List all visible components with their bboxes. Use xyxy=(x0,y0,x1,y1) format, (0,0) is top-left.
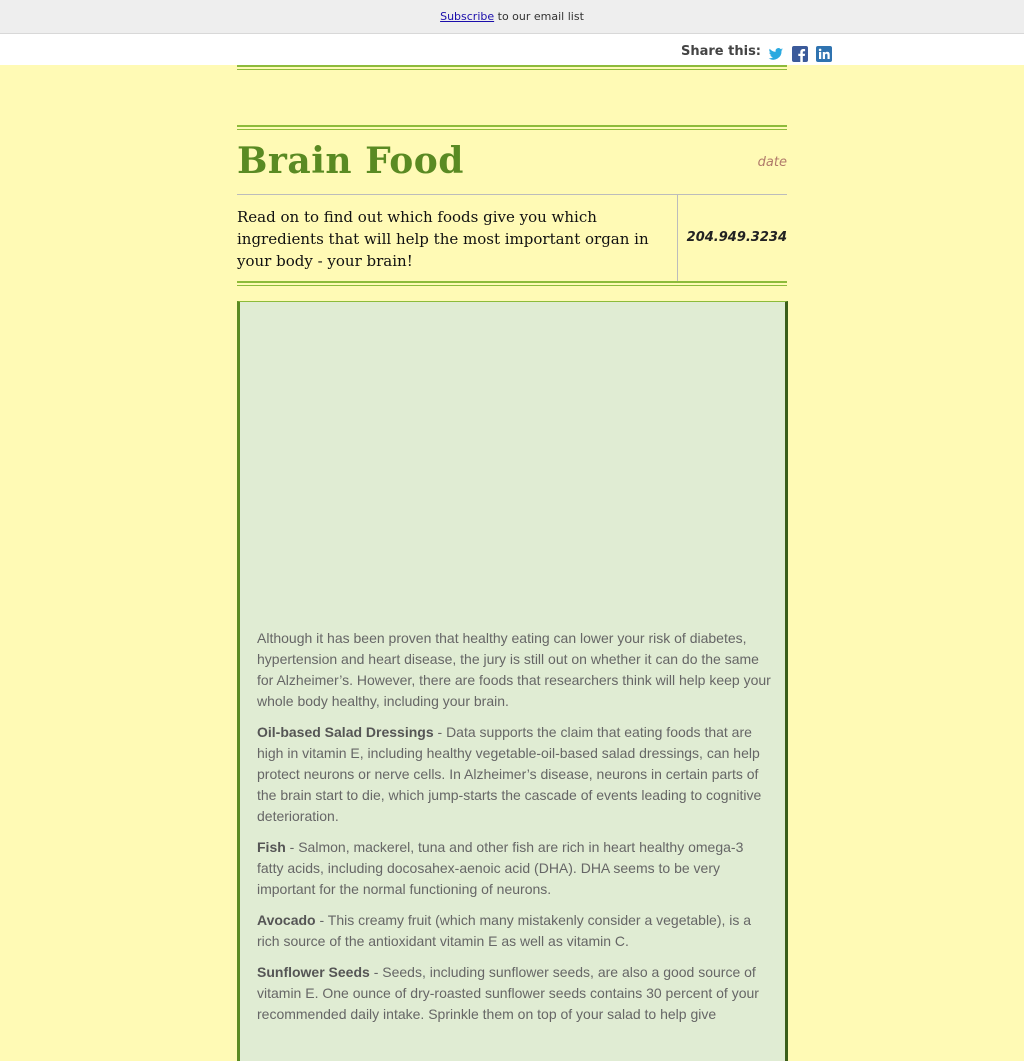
header-top-divider xyxy=(237,125,787,130)
vertical-divider xyxy=(677,195,678,281)
linkedin-icon[interactable] xyxy=(816,46,832,62)
content-panel xyxy=(237,301,788,1061)
phone-number: 204.949.3234 xyxy=(686,230,787,245)
subscribe-link[interactable]: Subscribe xyxy=(440,10,495,23)
twitter-icon[interactable] xyxy=(768,46,784,62)
top-divider xyxy=(237,65,787,70)
item-text: - Salmon, mackerel, tuna and other fish are rich in heart healthy omega-3 fatty acids, including docosahex-aenoic acid (DHA). DHA seems to be very important for the normal functioning of neurons. xyxy=(257,839,744,897)
facebook-icon[interactable] xyxy=(792,46,808,62)
item-text: - This creamy fruit (which many mistakenly consider a vegetable), is a rich source of the antioxidant vitamin E as well as vitamin C. xyxy=(257,912,752,949)
item-heading: Sunflower Seeds xyxy=(257,964,370,980)
article-body xyxy=(257,628,772,1035)
header-bottom-divider xyxy=(237,281,787,286)
item-heading: Fish xyxy=(257,839,286,855)
item-heading: Oil-based Salad Dressings xyxy=(257,724,434,740)
intro-text: Read on to find out which foods give you which ingredients that will help the most important organ in your body - your brain! xyxy=(237,208,649,270)
article-intro: Although it has been proven that healthy eating can lower your risk of diabetes, hypertension and heart disease, the jury is still out on whether it can do the same for Alzheimer’s. However, there are foods that researchers think will help keep your whole body healthy, including your brain. xyxy=(257,630,771,709)
header-thin-divider xyxy=(237,194,787,195)
article-item xyxy=(257,962,772,1025)
article-item xyxy=(257,837,772,900)
hero-image-placeholder xyxy=(240,302,785,612)
item-text: - Seeds, including sunflower seeds, are also a good source of vitamin E. One ounce of dry-roasted sunflower seeds contains 30 percent of your recommended daily intake. Sprinkle them on top of your salad to help give xyxy=(257,964,759,1022)
share-label: Share this: xyxy=(681,44,762,59)
date-label: date xyxy=(757,155,787,170)
subscribe-suffix: to our email list xyxy=(494,10,584,23)
share-bar xyxy=(0,34,1024,65)
subscribe-bar xyxy=(0,0,1024,34)
article-item xyxy=(257,722,772,827)
article-item xyxy=(257,910,772,952)
item-heading: Avocado xyxy=(257,912,316,928)
item-text: - Data supports the claim that eating foods that are high in vitamin E, including healthy vegetable-oil-based salad dressings, can help protect neurons or nerve cells. In Alzheimer’s disease, neurons in certain parts of the brain start to die, which jump-starts the cascade of events leading to cognitive deterioration. xyxy=(257,724,762,824)
page-title: Brain Food xyxy=(237,140,464,182)
